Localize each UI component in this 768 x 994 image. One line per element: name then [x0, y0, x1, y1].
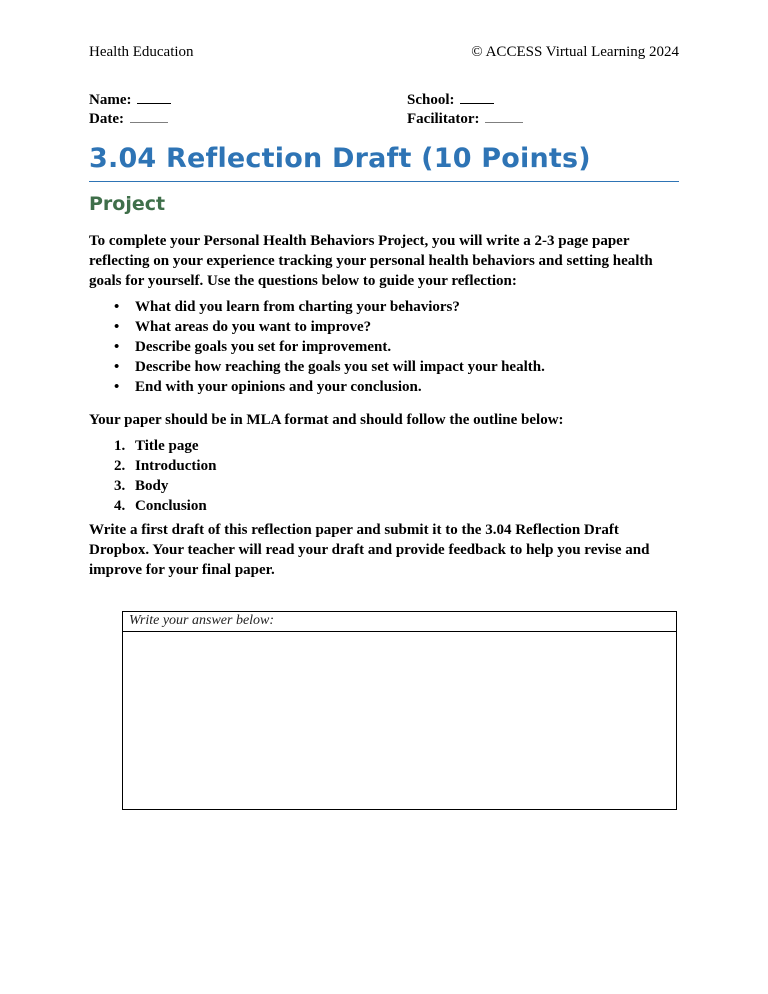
outline-number: 3. [114, 478, 126, 494]
list-item [89, 476, 216, 496]
outline-number: 1. [114, 438, 126, 454]
outline-label: Conclusion [135, 498, 207, 514]
name-field [89, 90, 171, 109]
facilitator-label: Facilitator: [407, 111, 480, 127]
intro-paragraph: To complete your Personal Health Behaviors Project, you will write a 2-3 page paper reflecting on your experience tracking your personal health behaviors and setting health goals for yourself. Use the questions below to guide your reflection: [89, 233, 653, 289]
page-title: 3.04 Reflection Draft (10 Points) [89, 140, 679, 182]
outline-label: Title page [135, 438, 199, 454]
course-name: Health Education [89, 44, 194, 60]
list-item: • Describe goals you set for improvement. [89, 337, 545, 357]
format-note: Your paper should be in MLA format and should follow the outline below: [89, 412, 564, 428]
school-blank[interactable] [460, 90, 494, 104]
date-field [89, 109, 171, 128]
list-item [89, 436, 216, 456]
section-heading: Project [89, 193, 166, 215]
student-info-left [89, 90, 171, 128]
facilitator-field [407, 109, 523, 128]
answer-input-area[interactable] [123, 632, 676, 810]
name-label: Name: [89, 92, 132, 108]
answer-box [122, 611, 677, 810]
school-label: School: [407, 92, 455, 108]
answer-box-label: Write your answer below: [123, 612, 676, 632]
outline-number: 4. [114, 498, 126, 514]
school-field [407, 90, 523, 109]
list-item: • What did you learn from charting your behaviors? [89, 297, 545, 317]
copyright-notice: © ACCESS Virtual Learning 2024 [471, 44, 679, 60]
reflection-questions [89, 297, 545, 397]
list-item: • Describe how reaching the goals you set will impact your health. [89, 357, 545, 377]
date-blank[interactable] [130, 109, 168, 123]
submission-instructions: Write a first draft of this reflection paper and submit it to the 3.04 Reflection Draft Dropbox. Your teacher will read your draft and provide feedback to help you revise and improve for your final paper. [89, 522, 650, 578]
list-item [89, 496, 216, 516]
student-info-right [407, 90, 523, 128]
list-item [89, 456, 216, 476]
list-item: • What areas do you want to improve? [89, 317, 545, 337]
outline-label: Body [135, 478, 169, 494]
name-blank[interactable] [137, 90, 171, 104]
outline-number: 2. [114, 458, 126, 474]
list-item: • End with your opinions and your conclusion. [89, 377, 545, 397]
date-label: Date: [89, 111, 124, 127]
outline-label: Introduction [135, 458, 217, 474]
facilitator-blank[interactable] [485, 109, 523, 123]
paper-outline [89, 436, 216, 516]
